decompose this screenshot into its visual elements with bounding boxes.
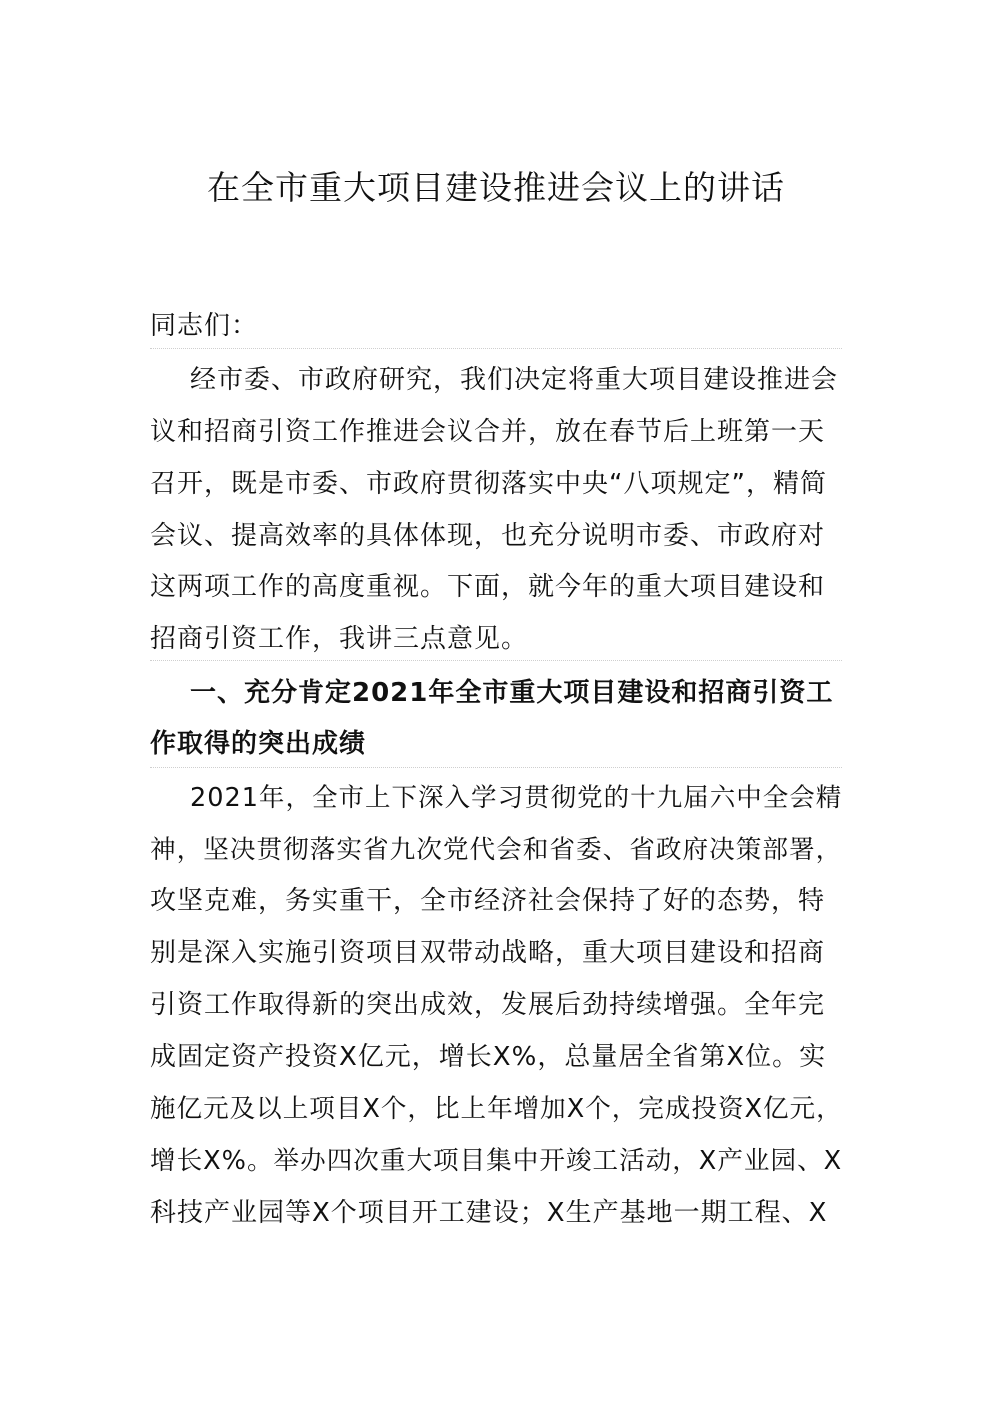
section-line-3: 攻坚克难，务实重干，全市经济社会保持了好的态势，特: [150, 886, 826, 916]
section-line-4: 别是深入实施引资项目双带动战略，重大项目建设和招商: [150, 938, 826, 968]
section-line-9: 科技产业园等X个项目开工建设；X生产基地一期工程、X: [150, 1198, 828, 1228]
intro-line-6: 招商引资工作，我讲三点意见。: [150, 624, 529, 654]
intro-line-2: 议和招商引资工作推进会议合并，放在春节后上班第一天: [150, 417, 826, 447]
divider: [150, 348, 842, 349]
intro-line-5: 这两项工作的高度重视。下面，就今年的重大项目建设和: [150, 572, 826, 602]
section-heading-line-1: 一、充分肯定2021年全市重大项目建设和招商引资工: [190, 678, 834, 708]
intro-line-1: 经市委、市政府研究，我们决定将重大项目建设推进会: [190, 365, 839, 395]
intro-line-3: 召开，既是市委、市政府贯彻落实中央“八项规定”，精简: [150, 469, 827, 499]
section-heading-line-2: 作取得的突出成绩: [150, 729, 367, 759]
section-line-8: 增长X%。举办四次重大项目集中开竣工活动，X产业园、X: [150, 1146, 843, 1176]
document-title: 在全市重大项目建设推进会议上的讲话: [207, 168, 785, 207]
section-line-7: 施亿元及以上项目X个，比上年增加X个，完成投资X亿元，: [150, 1094, 843, 1124]
section-line-6: 成固定资产投资X亿元，增长X%，总量居全省第X位。实: [150, 1042, 827, 1072]
section-line-1: 2021年，全市上下深入学习贯彻党的十九届六中全会精: [190, 783, 843, 813]
salutation: 同志们：: [150, 311, 259, 341]
section-line-5: 引资工作取得新的突出成效，发展后劲持续增强。全年完: [150, 990, 826, 1020]
divider: [150, 767, 842, 768]
section-line-2: 神，坚决贯彻落实省九次党代会和省委、省政府决策部署，: [150, 835, 843, 865]
intro-line-4: 会议、提高效率的具体体现，也充分说明市委、市政府对: [150, 521, 826, 551]
divider: [150, 660, 842, 661]
